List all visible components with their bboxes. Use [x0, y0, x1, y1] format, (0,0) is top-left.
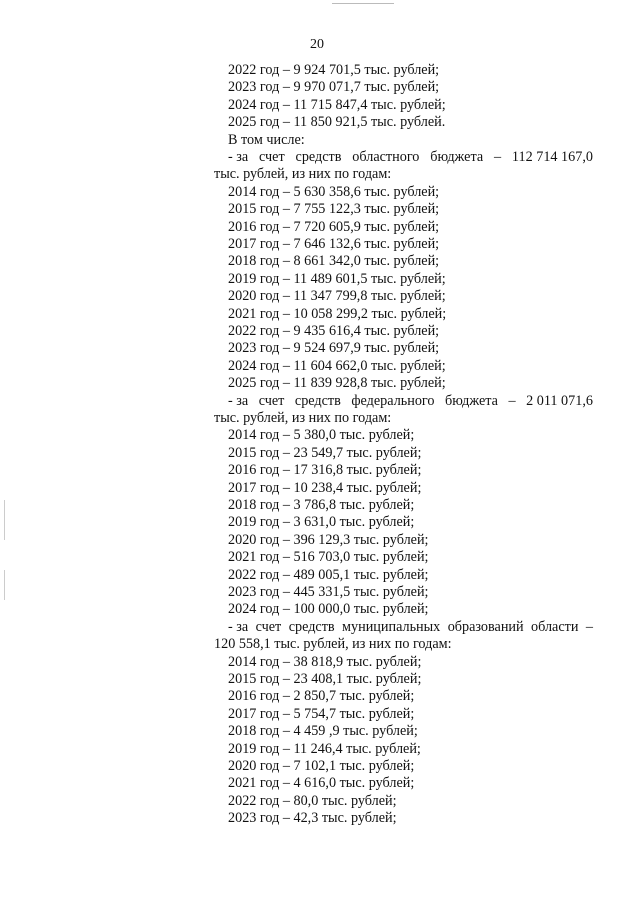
word: – [493, 149, 502, 165]
text-line: 2023 год – 9 970 071,7 тыс. рублей; [228, 79, 440, 96]
continuation-text-line: тыс. рублей, из них по годам: [214, 410, 392, 426]
text-line: 2017 год – 10 238,4 тыс. рублей; [228, 479, 422, 496]
text-line: 2015 год – 23 408,1 тыс. рублей; [228, 671, 422, 687]
text-line: 2016 год – 2 850,7 тыс. рублей; [228, 688, 415, 705]
text-line: 2024 год – 11 715 847,4 тыс. рублей; [228, 96, 446, 113]
word: областного [352, 149, 420, 165]
text-line: 2023 год – 42,3 тыс. рублей; [228, 810, 397, 827]
continuation-text-line: 120 558,1 тыс. рублей, из них по годам: [214, 636, 452, 653]
text-line: 2018 год – 8 661 342,0 тыс. рублей; [228, 253, 440, 270]
text-line: 2024 год – 100 000,0 тыс. рублей; [228, 601, 429, 618]
text-line: 2019 год – 11 489 601,5 тыс. рублей; [228, 270, 446, 287]
word: средств [294, 392, 341, 409]
text-line: 2014 год – 5 380,0 тыс. рублей; [228, 427, 415, 444]
text-line: 2016 год – 7 720 605,9 тыс. рублей; [228, 218, 440, 235]
continuation-text-line: тыс. рублей, из них по годам: [214, 166, 392, 183]
word: – [585, 618, 593, 635]
word: бюджета [430, 149, 484, 165]
text-line: 2021 год – 10 058 299,2 тыс. рублей; [228, 305, 447, 322]
word: - за [228, 618, 249, 635]
text-line: В том числе: [228, 131, 305, 148]
text-line: 2024 год – 11 604 662,0 тыс. рублей; [228, 357, 446, 374]
word: образований [447, 618, 524, 635]
text-line: 2017 год – 5 754,7 тыс. рублей; [228, 705, 415, 722]
justified-text-line [228, 619, 593, 636]
text-line: 2019 год – 3 631,0 тыс. рублей; [228, 514, 415, 531]
word: - за [228, 149, 249, 165]
word: средств [295, 149, 342, 165]
text-line: 2020 год – 11 347 799,8 тыс. рублей; [228, 288, 446, 305]
text-line: 2021 год – 4 616,0 тыс. рублей; [228, 775, 415, 792]
text-line: 2025 год – 11 839 928,8 тыс. рублей; [228, 375, 446, 392]
scan-edge-mark [4, 570, 5, 600]
page-number: 20 [310, 37, 324, 52]
text-line: 2018 год – 3 786,8 тыс. рублей; [228, 497, 415, 513]
text-line: 2014 год – 5 630 358,6 тыс. рублей; [228, 183, 440, 200]
text-line: 2023 год – 445 331,5 тыс. рублей; [228, 584, 429, 600]
justified-text-line [228, 393, 593, 410]
word: счет [258, 392, 285, 409]
word: федерального [351, 392, 435, 409]
word: области [531, 618, 579, 635]
text-line: 2022 год – 489 005,1 тыс. рублей; [228, 566, 429, 583]
justified-text-line [228, 149, 593, 166]
text-line: 2015 год – 7 755 122,3 тыс. рублей; [228, 201, 440, 218]
word: бюджета [445, 392, 498, 409]
word: 2 011 071,6 [526, 392, 593, 409]
word: - за [228, 392, 249, 409]
word: – [508, 392, 516, 409]
text-line: 2016 год – 17 316,8 тыс. рублей; [228, 462, 422, 479]
text-line: 2022 год – 9 435 616,4 тыс. рублей; [228, 323, 440, 339]
text-line: 2019 год – 11 246,4 тыс. рублей; [228, 740, 421, 757]
word: счет [259, 149, 285, 165]
text-line: 2025 год – 11 850 921,5 тыс. рублей. [228, 114, 446, 131]
text-line: 2022 год – 80,0 тыс. рублей; [228, 792, 397, 809]
scan-edge-mark [4, 500, 5, 540]
text-line: 2021 год – 516 703,0 тыс. рублей; [228, 549, 429, 566]
word: средств [288, 618, 335, 635]
text-line: 2017 год – 7 646 132,6 тыс. рублей; [228, 236, 440, 252]
text-line: 2023 год – 9 524 697,9 тыс. рублей; [228, 340, 440, 357]
top-rule [332, 3, 394, 4]
word: счет [255, 618, 282, 635]
text-line: 2022 год – 9 924 701,5 тыс. рублей; [228, 62, 440, 78]
text-line: 2020 год – 396 129,3 тыс. рублей; [228, 531, 429, 548]
text-line: 2018 год – 4 459 ,9 тыс. рублей; [228, 723, 418, 740]
word: 112 714 167,0 [511, 149, 593, 165]
text-line: 2015 год – 23 549,7 тыс. рублей; [228, 444, 422, 461]
text-line: 2014 год – 38 818,9 тыс. рублей; [228, 653, 422, 670]
text-line: 2020 год – 7 102,1 тыс. рублей; [228, 758, 415, 774]
word: муниципальных [342, 618, 441, 635]
